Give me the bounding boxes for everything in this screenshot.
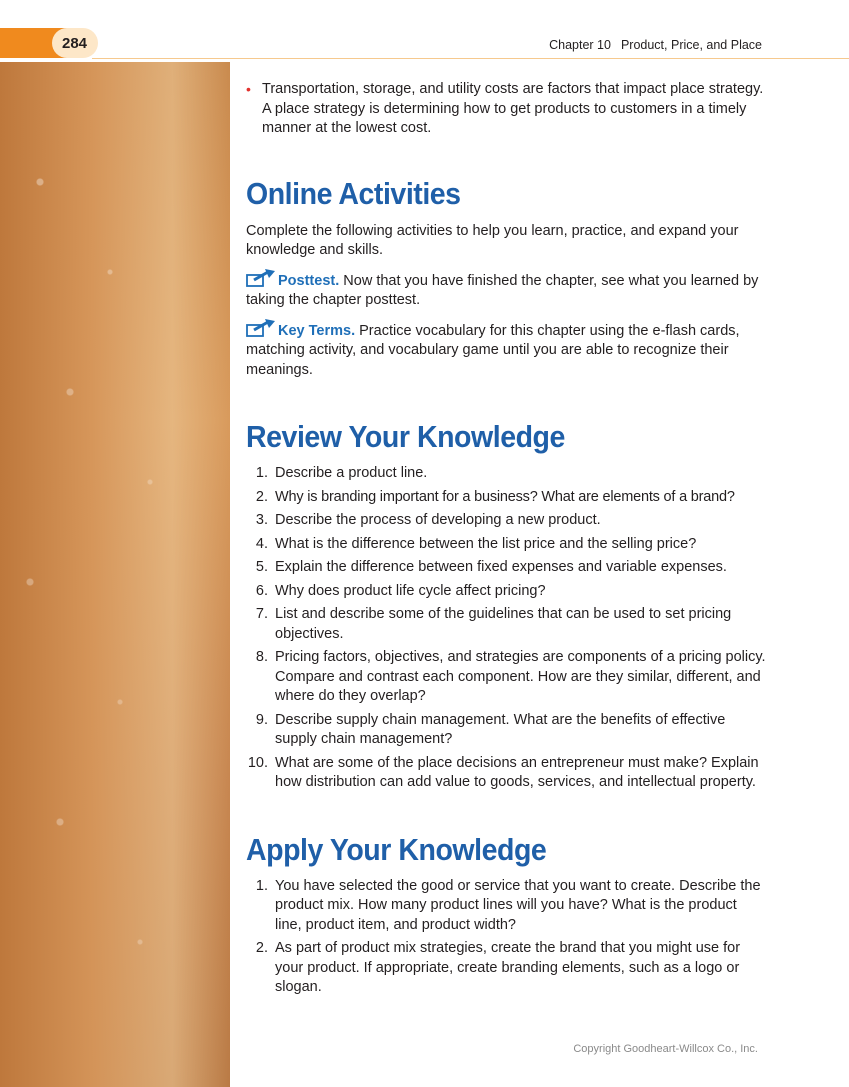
review-question	[246, 754, 766, 793]
question-text: List and describe some of the guidelines that can be used to set pricing objectives.	[275, 606, 732, 642]
question-number: 7.	[255, 606, 268, 622]
question-text: Why does product life cycle affect pricing?	[275, 582, 546, 599]
activity-key-terms[interactable]	[246, 319, 766, 381]
question-text: Describe the process of developing a new product.	[275, 512, 601, 528]
running-head	[549, 38, 762, 52]
question-text: Pricing factors, objectives, and strategies are components of a pricing policy. Compare and contrast each component. How are they similar, different, and where do they overlap?	[275, 649, 766, 704]
activity-text-key-terms: Practice vocabulary for this chapter using the e-flash cards, matching activity, and vocabulary game until you are able to recognize their meanings.	[246, 322, 740, 378]
activity-label-key-terms: Key Terms.	[278, 322, 356, 339]
question-number: 10.	[247, 754, 268, 771]
question-text: What are some of the place decisions an entrepreneur must make? Explain how distribution can add value to goods, services, and intellectual property.	[275, 754, 759, 790]
question-number: 2.	[255, 940, 268, 956]
review-question	[246, 511, 766, 531]
review-question-list	[246, 464, 766, 793]
question-number: 1.	[255, 465, 268, 481]
question-number: 4.	[255, 535, 268, 552]
apply-question	[246, 939, 766, 998]
apply-question	[246, 877, 766, 936]
question-text: Describe a product line.	[275, 465, 428, 481]
page-number: 284	[62, 35, 88, 52]
question-number: 1.	[255, 877, 268, 894]
question-text: You have selected the good or service that you want to create. Describe the product mix. How many product lines will you have? What is the product line, product item, and product width?	[275, 877, 761, 933]
review-question	[246, 488, 766, 508]
question-text: Why is branding important for a business? What are elements of a brand?	[275, 488, 735, 505]
page-content	[246, 80, 766, 1002]
apply-knowledge-heading: Apply Your Knowledge	[246, 831, 547, 867]
review-question	[246, 535, 766, 555]
decorative-side-image	[0, 62, 230, 1087]
chapter-title: Product, Price, and Place	[620, 38, 762, 52]
review-question	[246, 605, 766, 644]
activity-label-posttest: Posttest.	[278, 272, 340, 289]
copyright-notice: Copyright Goodheart-Willcox Co., Inc.	[573, 1043, 758, 1055]
question-number: 9.	[255, 711, 268, 728]
question-text: Describe supply chain management. What are the benefits of effective supply chain management?	[275, 711, 726, 747]
review-question	[246, 582, 766, 602]
question-number: 2.	[255, 488, 268, 505]
page-header	[0, 28, 849, 58]
online-activities-intro: Complete the following activities to help you learn, practice, and expand your knowledge and skills.	[246, 222, 739, 258]
review-question	[246, 558, 766, 578]
review-question	[246, 464, 766, 484]
apply-question-list	[246, 877, 766, 998]
question-number: 5.	[255, 559, 268, 575]
question-text: As part of product mix strategies, create the brand that you might use for your product. If appropriate, create branding elements, such as a logo or slogan.	[275, 940, 741, 995]
review-question	[246, 648, 766, 707]
bullet-icon: •	[246, 81, 251, 97]
external-link-icon	[246, 319, 276, 337]
online-activities-heading: Online Activities	[246, 175, 461, 211]
question-text: What is the difference between the list price and the selling price?	[275, 535, 697, 552]
chapter-number: Chapter 10	[549, 38, 611, 52]
activity-posttest[interactable]	[246, 269, 766, 311]
question-number: 8.	[255, 649, 268, 665]
review-knowledge-heading: Review Your Knowledge	[246, 419, 565, 454]
external-link-icon	[246, 269, 276, 287]
header-rule	[92, 58, 849, 59]
review-question	[246, 711, 766, 750]
question-number: 3.	[255, 512, 268, 528]
summary-bullet	[246, 80, 766, 139]
question-text: Explain the difference between fixed expenses and variable expenses.	[275, 559, 727, 575]
summary-bullet-text: Transportation, storage, and utility costs are factors that impact place strategy. A place strategy is determining how to get products to customers in a timely manner at the lowest cost.	[262, 81, 764, 136]
activity-text-posttest: Now that you have finished the chapter, see what you learned by taking the chapter posttest.	[246, 272, 759, 308]
question-number: 6.	[255, 582, 268, 599]
